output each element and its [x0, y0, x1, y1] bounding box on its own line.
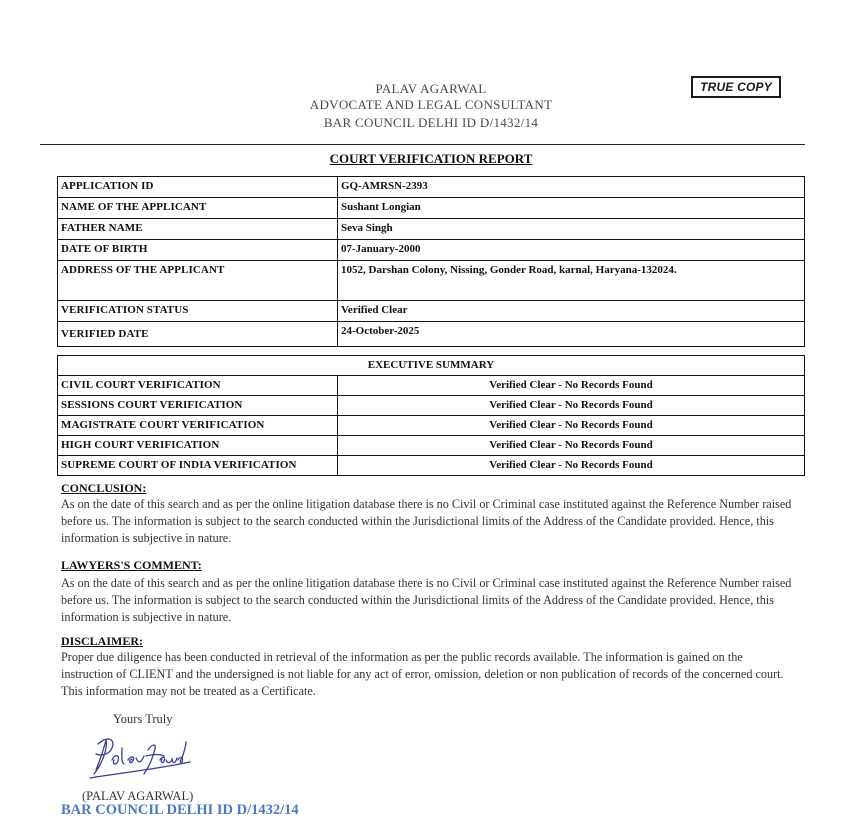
signature-icon	[82, 730, 202, 791]
detail-value: Verified Clear	[338, 301, 805, 322]
advocate-name: PALAV AGARWAL	[375, 81, 487, 96]
table-row	[58, 240, 805, 261]
detail-label: VERIFIED DATE	[58, 322, 338, 347]
advocate-role: ADVOCATE AND LEGAL CONSULTANT	[309, 97, 553, 112]
disclaimer-title: DISCLAIMER:	[61, 634, 144, 648]
detail-label: FATHER NAME	[58, 219, 338, 240]
detail-label: NAME OF THE APPLICANT	[58, 198, 338, 219]
table-row	[58, 436, 805, 456]
header-divider	[40, 144, 805, 145]
detail-value: 1052, Darshan Colony, Nissing, Gonder Road, karnal, Haryana-132024.	[338, 261, 805, 301]
disclaimer-text: Proper due diligence has been conducted in retrieval of the information as per the public records available. The information is gained on the instruction of CLIENT and the undersigned is not liable for any act of error, omission, deletion or non publication of records of the concerned court. This information may not be treated as a Certificate.	[61, 650, 784, 698]
table-row	[58, 219, 805, 240]
summary-result: Verified Clear - No Records Found	[338, 456, 805, 476]
table-row	[58, 261, 805, 301]
summary-label: SUPREME COURT OF INDIA VERIFICATION	[58, 456, 338, 476]
advocate-bar-id: BAR COUNCIL DELHI ID D/1432/14	[323, 115, 539, 130]
detail-label: VERIFICATION STATUS	[58, 301, 338, 322]
table-row	[58, 177, 805, 198]
detail-value: Sushant Longian	[338, 198, 805, 219]
table-row	[58, 396, 805, 416]
signatory-name: (PALAV AGARWAL)	[82, 789, 194, 803]
summary-result: Verified Clear - No Records Found	[338, 376, 805, 396]
table-row	[58, 322, 805, 347]
detail-value: 07-January-2000	[338, 240, 805, 261]
lawyers-comment-title: LAWYERS'S COMMENT:	[61, 558, 202, 572]
lawyers-comment-text: As on the date of this search and as per the online litigation database there is no Civil or Criminal case instituted against the Reference Number raised before us. The information is subject to the search conducted within the Jurisdictional limits of the Address of the Candidate provided. Hence, this information is subjective in nature.	[61, 576, 792, 624]
table-row	[58, 198, 805, 219]
summary-result: Verified Clear - No Records Found	[338, 396, 805, 416]
summary-heading: EXECUTIVE SUMMARY	[58, 356, 805, 376]
summary-label: MAGISTRATE COURT VERIFICATION	[58, 416, 338, 436]
detail-label: ADDRESS OF THE APPLICANT	[58, 261, 338, 301]
conclusion-title: CONCLUSION:	[61, 481, 147, 495]
yours-truly: Yours Truly	[113, 712, 173, 726]
table-row	[58, 456, 805, 476]
table-row	[58, 376, 805, 396]
detail-value: Seva Singh	[338, 219, 805, 240]
summary-label: CIVIL COURT VERIFICATION	[58, 376, 338, 396]
signatory-bar-id: BAR COUNCIL DELHI ID D/1432/14	[61, 802, 299, 818]
applicant-details-table	[57, 176, 805, 347]
detail-label: DATE OF BIRTH	[58, 240, 338, 261]
detail-label: APPLICATION ID	[58, 177, 338, 198]
summary-result: Verified Clear - No Records Found	[338, 416, 805, 436]
table-row	[58, 356, 805, 376]
table-row	[58, 416, 805, 436]
true-copy-stamp: TRUE COPY	[691, 76, 781, 98]
conclusion-text: As on the date of this search and as per the online litigation database there is no Civil or Criminal case instituted against the Reference Number raised before us. The information is subject to the search conducted within the Jurisdictional limits of the Address of the Candidate provided. Hence, this information is subjective in nature.	[61, 497, 792, 545]
summary-label: HIGH COURT VERIFICATION	[58, 436, 338, 456]
detail-value: GQ-AMRSN-2393	[338, 177, 805, 198]
report-title: COURT VERIFICATION REPORT	[329, 151, 533, 166]
executive-summary-table	[57, 355, 805, 476]
table-row	[58, 301, 805, 322]
summary-label: SESSIONS COURT VERIFICATION	[58, 396, 338, 416]
detail-value: 24-October-2025	[338, 322, 805, 347]
summary-result: Verified Clear - No Records Found	[338, 436, 805, 456]
